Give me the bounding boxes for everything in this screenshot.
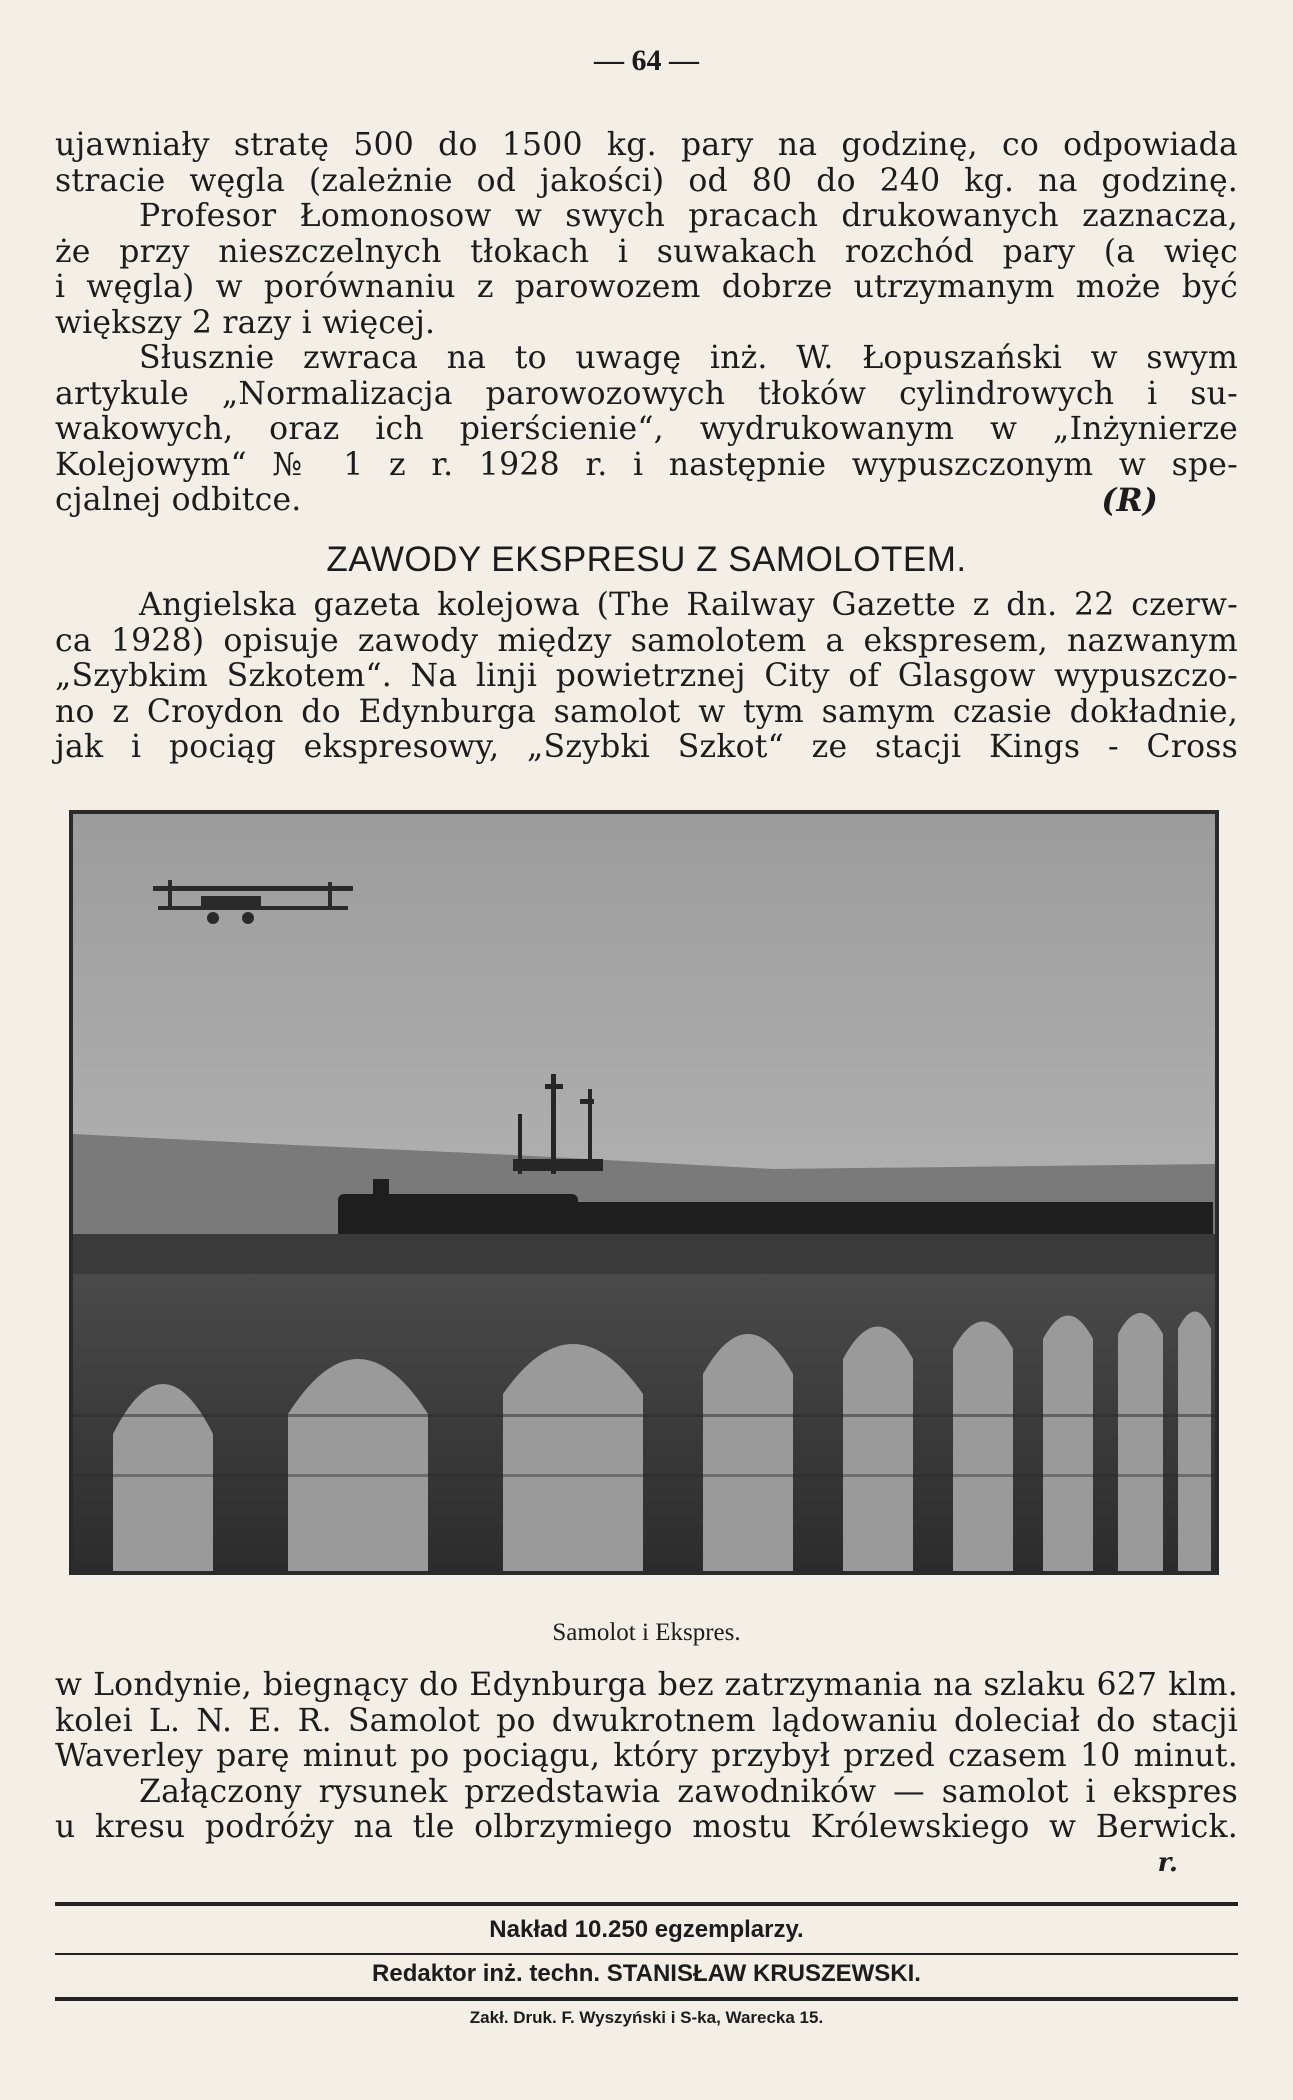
text-line-with-mark	[55, 483, 1238, 519]
paragraph-steam-loss	[55, 128, 1238, 519]
paragraph-race-intro	[55, 588, 1238, 766]
text-line: i węgla) w porównaniu z parowozem dobrze utrzymanym może być	[55, 269, 1238, 305]
photo-caption: Samolot i Ekspres.	[552, 1619, 741, 1646]
viaduct-deck	[73, 1234, 1215, 1274]
text-line: cjalnej odbitce.	[55, 482, 302, 518]
text-line: Profesor Łomonosow w swych pracach drukowanych zaznacza,	[139, 198, 1238, 234]
divider	[55, 1902, 1238, 1906]
text-line: stracie węgla (zależnie od jakości) od 80 do 240 kg. na godzinę.	[55, 162, 1238, 199]
text-line: w Londynie, biegnący do Edynburga bez zatrzymania na szlaku 627 klm.	[55, 1667, 1238, 1703]
paragraph-race-result	[55, 1668, 1238, 1878]
divider	[55, 1997, 1238, 2001]
text-line: Słusznie zwraca na to uwagę inż. W. Łopuszański w swym	[139, 340, 1238, 376]
photo-plane-and-express	[69, 810, 1219, 1575]
text-line: ujawniały stratę 500 do 1500 kg. pary na godzinę, co odpowiada	[55, 127, 1238, 163]
text-line: kolei L. N. E. R. Samolot po dwukrotnem lądowaniu doleciał do stacji	[55, 1702, 1238, 1739]
page-number: — 64 —	[594, 44, 699, 77]
text-line: Waverley parę minut po pociągu, który przybył przed czasem 10 minut.	[55, 1738, 1238, 1774]
text-line: u kresu podróży na tle olbrzymiego mostu Królewskiego w Berwick.	[55, 1809, 1238, 1845]
text-line: artykule „Normalizacja parowozowych tłoków cylindrowych i su-	[55, 375, 1238, 412]
text-line: Załączony rysunek przedstawia zawodników — samolot i ekspres	[139, 1773, 1238, 1810]
author-signature: r.	[1157, 1847, 1178, 1878]
circulation-note: Nakład 10.250 egzemplarzy.	[489, 1916, 804, 1943]
printer-note: Zakł. Druk. F. Wyszyński i S-ka, Warecka 15.	[469, 2008, 824, 2027]
article-heading: ZAWODY EKSPRESU Z SAMOLOTEM.	[326, 540, 967, 579]
text-line: ca 1928) opisuje zawody między samolotem a ekspresem, nazwanym	[55, 622, 1238, 659]
text-line: Angielska gazeta kolejowa (The Railway Gazette z dn. 22 czerw-	[139, 587, 1238, 623]
text-line: no z Croydon do Edynburga samolot w tym samym czasie dokładnie,	[55, 693, 1238, 730]
text-line: Kolejowym“ № 1 z r. 1928 r. i następnie wypuszczonym w spe-	[55, 446, 1238, 483]
editor-note: Redaktor inż. techn. STANISŁAW KRUSZEWSKI.	[372, 1960, 921, 1987]
text-line: większy 2 razy i więcej.	[55, 304, 436, 341]
photo-illustration	[73, 814, 1215, 1571]
text-line: jak i pociąg ekspresowy, „Szybki Szkot“ ze stacji Kings - Cross	[55, 729, 1238, 765]
divider	[55, 1953, 1238, 1955]
text-line: wakowych, oraz ich pierścienie“, wydrukowanym w „Inżynierze	[55, 411, 1238, 447]
author-mark: (R)	[1101, 482, 1158, 519]
text-line: „Szybkim Szkotem“. Na linji powietrznej City of Glasgow wypuszczo-	[55, 658, 1238, 694]
text-line: że przy nieszczelnych tłokach i suwakach rozchód pary (a więc	[55, 233, 1238, 270]
